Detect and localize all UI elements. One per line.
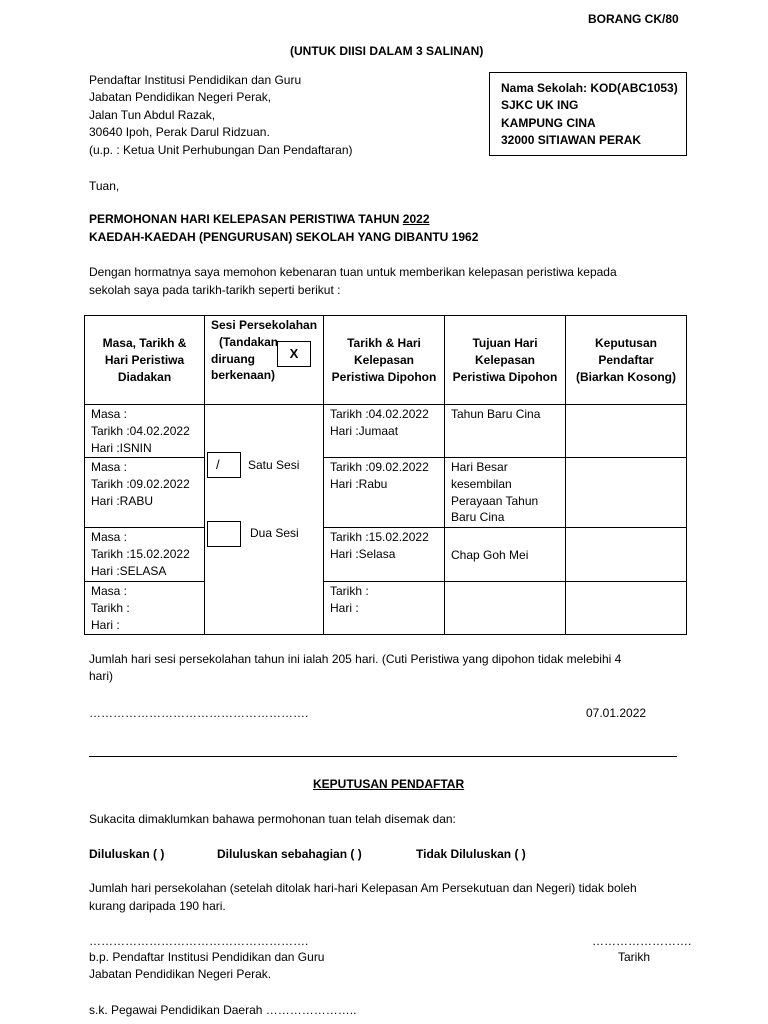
min-days-line: Jumlah hari persekolahan (setelah ditolak hari-hari Kelepasan Am Persekutuan dan Negeri) tidak boleh: [89, 881, 637, 895]
total-days-line: hari): [89, 669, 114, 683]
decision-title: KEPUTUSAN PENDAFTAR: [313, 777, 465, 791]
requested-cell: Tarikh : Hari :: [324, 582, 445, 635]
section-divider: [89, 756, 677, 757]
school-code: Nama Sekolah: KOD(ABC1053): [501, 81, 678, 95]
decision-cell: [566, 582, 687, 635]
subject-line-2: KAEDAH-KAEDAH (PENGURUSAN) SEKOLAH YANG DIBANTU 1962: [89, 230, 479, 244]
signatory-line: Jabatan Pendidikan Negeri Perak.: [89, 967, 272, 981]
table-row: [85, 405, 687, 458]
held-cell: Masa : Tarikh :04.02.2022 Hari :ISNIN: [85, 405, 205, 458]
table-header-row: [85, 316, 687, 405]
form-code: BORANG CK/80: [588, 12, 679, 26]
copies-note: (UNTUK DIISI DALAM 3 SALINAN): [290, 44, 484, 58]
addressee-line: Jalan Tun Abdul Razak,: [89, 107, 216, 122]
table-row: [85, 582, 687, 635]
registrar-signature-line: ……………………………………………….: [89, 934, 309, 948]
session-mark-box: X: [277, 341, 311, 367]
purpose-cell: Tahun Baru Cina: [445, 405, 566, 458]
total-days-line: Jumlah hari sesi persekolahan tahun ini ialah 205 hari. (Cuti Peristiwa yang dipohon tidak melebihi 4: [89, 652, 622, 666]
subject-line-1: [89, 211, 430, 228]
addressee-line: 30640 Ipoh, Perak Darul Ridzuan.: [89, 125, 270, 140]
salutation: Tuan,: [89, 179, 120, 193]
school-info-box: [489, 72, 687, 156]
addressee-line: Jabatan Pendidikan Negeri Perak,: [89, 90, 272, 105]
satu-sesi-checkbox[interactable]: /: [207, 452, 241, 478]
intro-line: sekolah saya pada tarikh-tarikh seperti berikut :: [89, 283, 341, 297]
header-decision: Keputusan Pendaftar (Biarkan Kosong): [566, 316, 687, 405]
held-cell: Masa : Tarikh :15.02.2022 Hari :SELASA: [85, 528, 205, 582]
signatory-line: b.p. Pendaftar Institusi Pendidikan dan Guru: [89, 950, 325, 964]
held-cell: Masa : Tarikh : Hari :: [85, 582, 205, 635]
purpose-cell: Hari Besar kesembilan Perayaan Tahun Baru Cina: [445, 458, 566, 528]
subject-prefix: PERMOHONAN HARI KELEPASAN PERISTIWA TAHUN: [89, 212, 403, 226]
table-row: [85, 458, 687, 528]
satu-sesi-label: Satu Sesi: [248, 458, 300, 472]
applicant-signature-line: ……………………………………………….: [89, 706, 309, 720]
carbon-copy-line: s.k. Pegawai Pendidikan Daerah …………………..: [89, 1003, 357, 1017]
decision-cell: [566, 528, 687, 582]
date-label: Tarikh: [618, 950, 651, 964]
purpose-cell: [445, 582, 566, 635]
application-date: 07.01.2022: [586, 706, 647, 720]
header-requested: Tarikh & Hari Kelepasan Peristiwa Dipohon: [324, 316, 445, 405]
school-postcode: 32000 SITIAWAN PERAK: [501, 133, 642, 148]
header-held: Masa, Tarikh & Hari Peristiwa Diadakan: [85, 316, 205, 405]
requested-cell: Tarikh :09.02.2022 Hari :Rabu: [324, 458, 445, 528]
intro-line: Dengan hormatnya saya memohon kebenaran tuan untuk memberikan kelepasan peristiwa kepada: [89, 265, 617, 279]
registrar-date-line: …………………….: [592, 934, 692, 948]
dua-sesi-checkbox[interactable]: [207, 521, 241, 547]
school-name: SJKC UK ING: [501, 98, 579, 113]
holiday-request-table: [84, 315, 687, 635]
table-row: [85, 528, 687, 582]
option-rejected[interactable]: Tidak Diluluskan ( ): [416, 847, 526, 861]
min-days-line: kurang daripada 190 hari.: [89, 899, 226, 913]
dua-sesi-label: Dua Sesi: [250, 526, 299, 540]
addressee-block: [89, 72, 353, 159]
option-approved[interactable]: Diluluskan ( ): [89, 847, 165, 861]
decision-cell: [566, 405, 687, 458]
requested-cell: Tarikh :04.02.2022 Hari :Jumaat: [324, 405, 445, 458]
session-cell: [205, 405, 324, 635]
decision-cell: [566, 458, 687, 528]
addressee-line: Pendaftar Institusi Pendidikan dan Guru: [89, 73, 302, 87]
header-purpose: Tujuan Hari Kelepasan Peristiwa Dipohon: [445, 316, 566, 405]
school-address: KAMPUNG CINA: [501, 115, 596, 130]
held-cell: Masa : Tarikh :09.02.2022 Hari :RABU: [85, 458, 205, 528]
header-session: Sesi Persekolahan (Tandakan diruang berkenaan) X: [205, 316, 324, 405]
decision-notice: Sukacita dimaklumkan bahawa permohonan tuan telah disemak dan:: [89, 812, 456, 826]
purpose-cell: Chap Goh Mei: [445, 528, 566, 582]
option-partially-approved[interactable]: Diluluskan sebahagian ( ): [217, 847, 362, 861]
addressee-line: (u.p. : Ketua Unit Perhubungan Dan Pendaftaran): [89, 142, 353, 157]
requested-cell: Tarikh :15.02.2022 Hari :Selasa: [324, 528, 445, 582]
subject-year: 2022: [402, 212, 430, 226]
